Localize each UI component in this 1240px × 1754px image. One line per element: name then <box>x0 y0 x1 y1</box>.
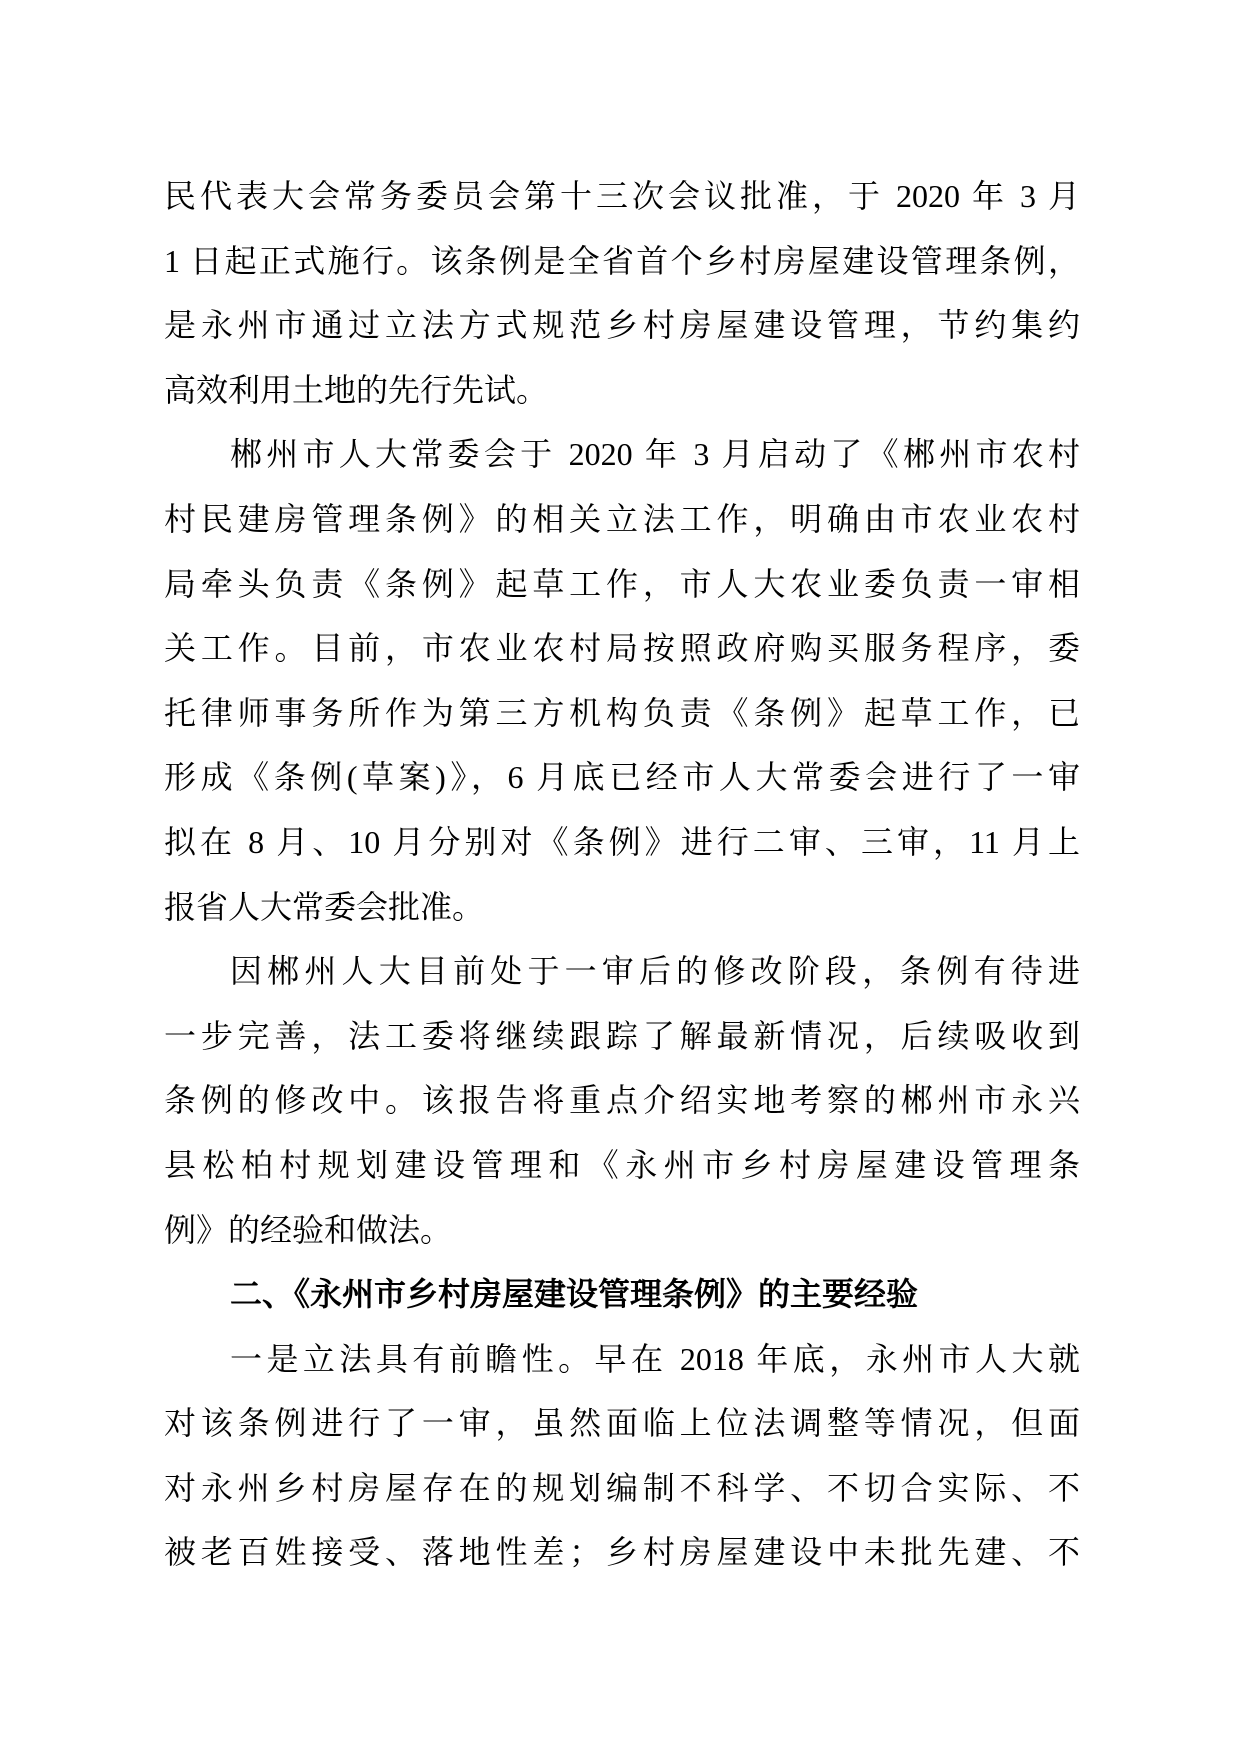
text-line: 拟在 8 月、10 月分别对《条例》进行二审、三审，11 月上 <box>164 823 1080 860</box>
text-line: 高效利用土地的先行先试。 <box>164 371 549 408</box>
text-line: 关工作。目前，市农业农村局按照政府购买服务程序，委 <box>164 630 1080 667</box>
paragraph-chenzhou-legislation <box>164 422 1080 939</box>
text-line: 形成《条例(草案)》，6 月底已经市人大常委会进行了一审 <box>164 759 1080 796</box>
text-line: 县松柏村规划建设管理和《永州市乡村房屋建设管理条 <box>164 1146 1080 1183</box>
text-line: 报省人大常委会批准。 <box>164 888 485 925</box>
text-line: 因郴州人大目前处于一审后的修改阶段，条例有待进 <box>230 953 1080 990</box>
text-line: 条例的修改中。该报告将重点介绍实地考察的郴州市永兴 <box>164 1082 1080 1119</box>
paragraph-revision-status <box>164 939 1080 1262</box>
text-line: 是永州市通过立法方式规范乡村房屋建设管理，节约集约 <box>164 307 1080 344</box>
text-line: 村民建房管理条例》的相关立法工作，明确由市农业农村 <box>164 500 1080 537</box>
text-line: 被老百姓接受、落地性差；乡村房屋建设中未批先建、不 <box>164 1534 1080 1571</box>
text-line: 例》的经验和做法。 <box>164 1211 453 1248</box>
text-line: 一是立法具有前瞻性。早在 2018 年底，永州市人大就 <box>230 1340 1080 1377</box>
section-heading: 二、《永州市乡村房屋建设管理条例》的主要经验 <box>230 1276 919 1313</box>
text-line: 民代表大会常务委员会第十三次会议批准，于 2020 年 3 月 <box>164 178 1080 214</box>
text-line: 对永州乡村房屋存在的规划编制不科学、不切合实际、不 <box>164 1469 1080 1506</box>
paragraph-section-heading <box>164 1262 1080 1327</box>
text-line: 郴州市人大常委会于 2020 年 3 月启动了《郴州市农村 <box>230 436 1080 473</box>
text-line: 一步完善，法工委将继续跟踪了解最新情况，后续吸收到 <box>164 1017 1080 1054</box>
document-page <box>164 164 1080 1585</box>
text-line: 对该条例进行了一审，虽然面临上位法调整等情况，但面 <box>164 1405 1080 1442</box>
text-line: 托律师事务所作为第三方机构负责《条例》起草工作，已 <box>164 694 1080 731</box>
paragraph-continuation <box>164 164 1080 422</box>
text-line: 局牵头负责《条例》起草工作，市人大农业委负责一审相 <box>164 565 1080 602</box>
text-line: 1 日起正式施行。该条例是全省首个乡村房屋建设管理条例， <box>164 242 1080 279</box>
paragraph-experience-foresight <box>164 1327 1080 1585</box>
